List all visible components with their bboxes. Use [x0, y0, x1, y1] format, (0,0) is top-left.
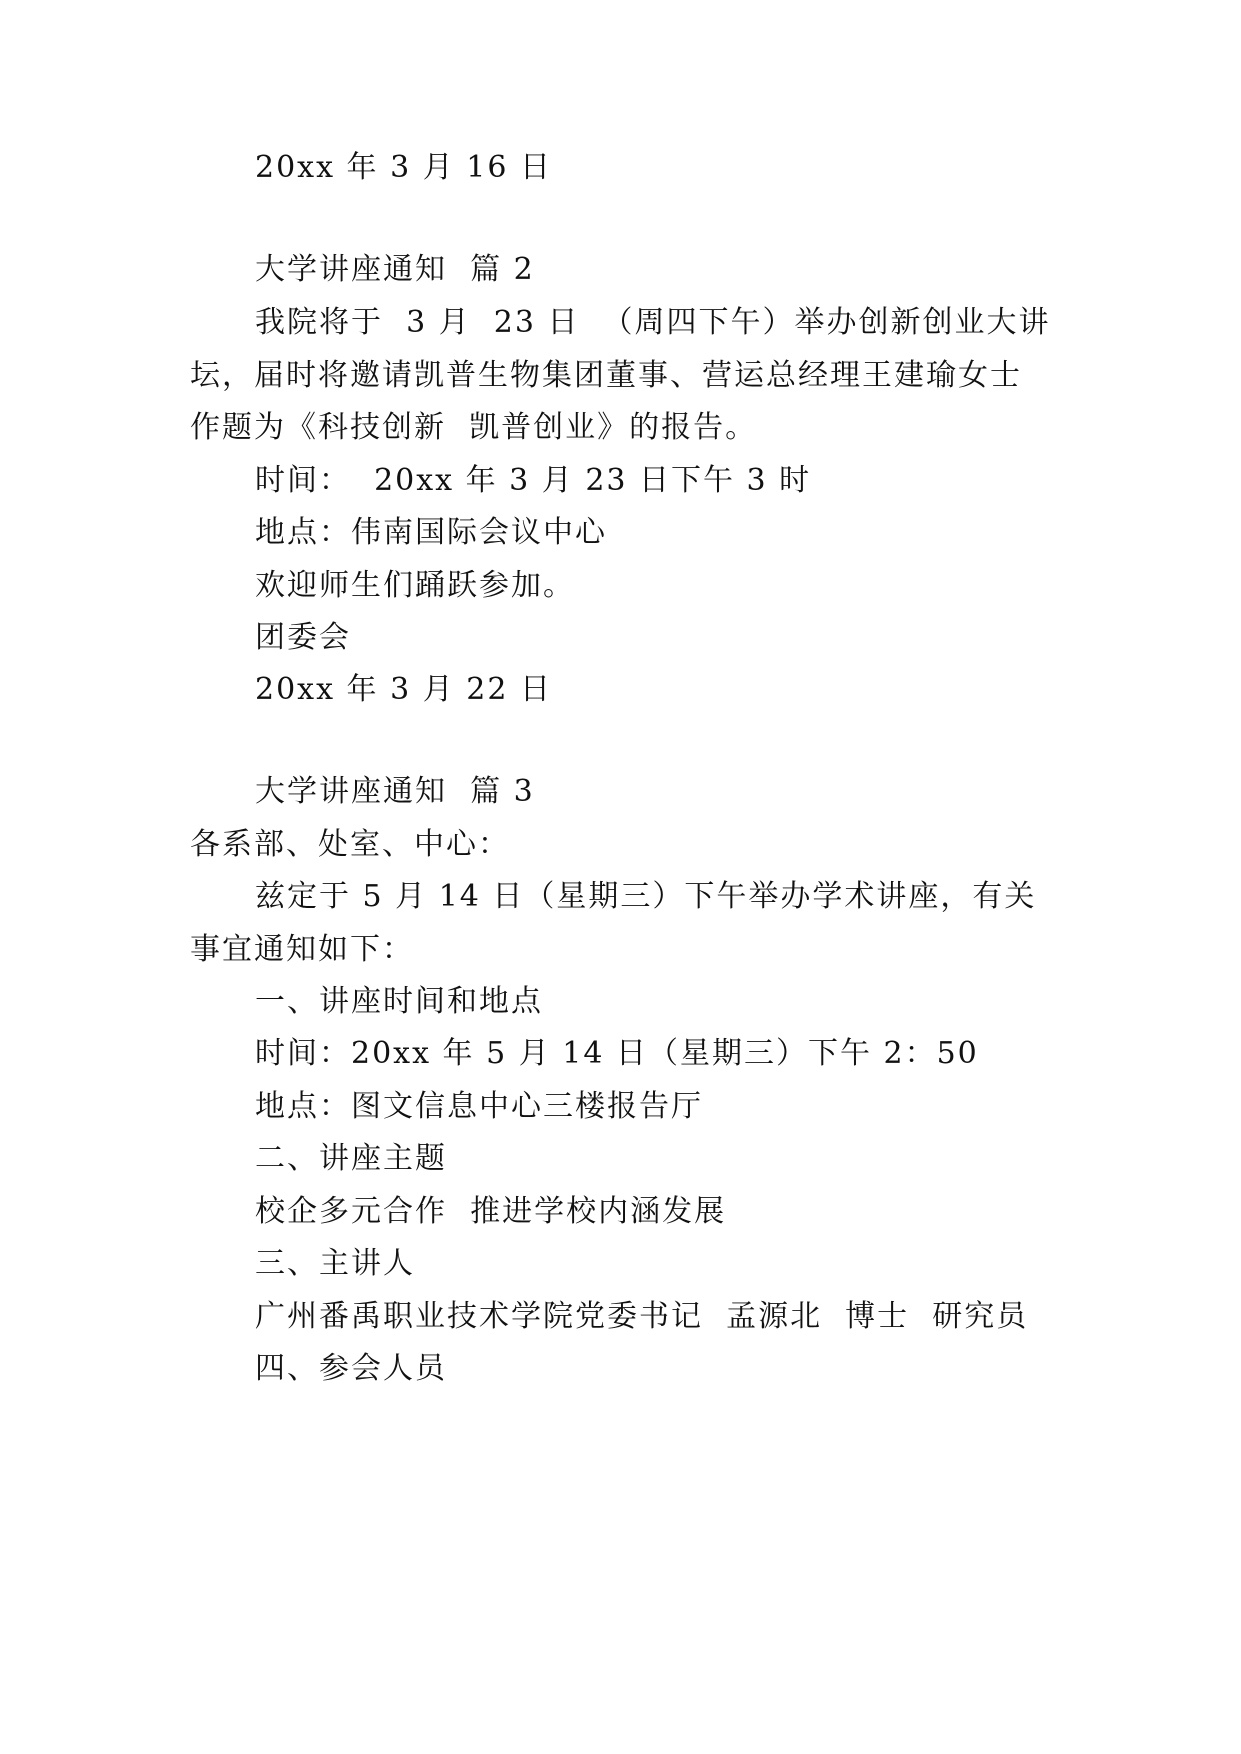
section2-body-line2: 坛，届时将邀请凯普生物集团董事、营运总经理王建瑜女士	[190, 358, 1022, 393]
section2-location: 地点：伟南国际会议中心	[255, 515, 607, 550]
section3-item3-speaker: 广州番禹职业技术学院党委书记 孟源北 博士 研究员	[255, 1299, 1029, 1334]
section2-welcome: 欢迎师生们踊跃参加。	[255, 568, 575, 603]
section2-organizer: 团委会	[255, 620, 351, 655]
section3-item2-title: 二、讲座主题	[255, 1141, 447, 1176]
section3-item4-title: 四、参会人员	[255, 1351, 447, 1386]
section3-heading: 大学讲座通知 篇 3	[255, 774, 535, 809]
section3-item1-time: 时间：20xx 年 5 月 14 日（星期三）下午 2：50	[255, 1036, 979, 1071]
section3-intro-line1: 兹定于 5 月 14 日（星期三）下午举办学术讲座，有关	[255, 879, 1037, 914]
section3-item1-location: 地点：图文信息中心三楼报告厅	[255, 1089, 703, 1124]
section2-body-line3: 作题为《科技创新 凯普创业》的报告。	[190, 410, 758, 445]
section2-heading: 大学讲座通知 篇 2	[255, 252, 535, 287]
section2-time: 时间： 20xx 年 3 月 23 日下午 3 时	[255, 463, 812, 498]
section2-body-line1: 我院将于 3 月 23 日 （周四下午）举办创新创业大讲	[255, 305, 1051, 340]
section3-intro-line2: 事宜通知如下：	[190, 932, 414, 967]
section3-item1-title: 一、讲座时间和地点	[255, 984, 543, 1019]
section3-item3-title: 三、主讲人	[255, 1246, 415, 1281]
section2-date: 20xx 年 3 月 22 日	[255, 672, 552, 707]
section1-date: 20xx 年 3 月 16 日	[255, 150, 552, 185]
section3-item2-topic: 校企多元合作 推进学校内涵发展	[255, 1194, 727, 1229]
section3-salutation: 各系部、处室、中心：	[190, 827, 510, 862]
